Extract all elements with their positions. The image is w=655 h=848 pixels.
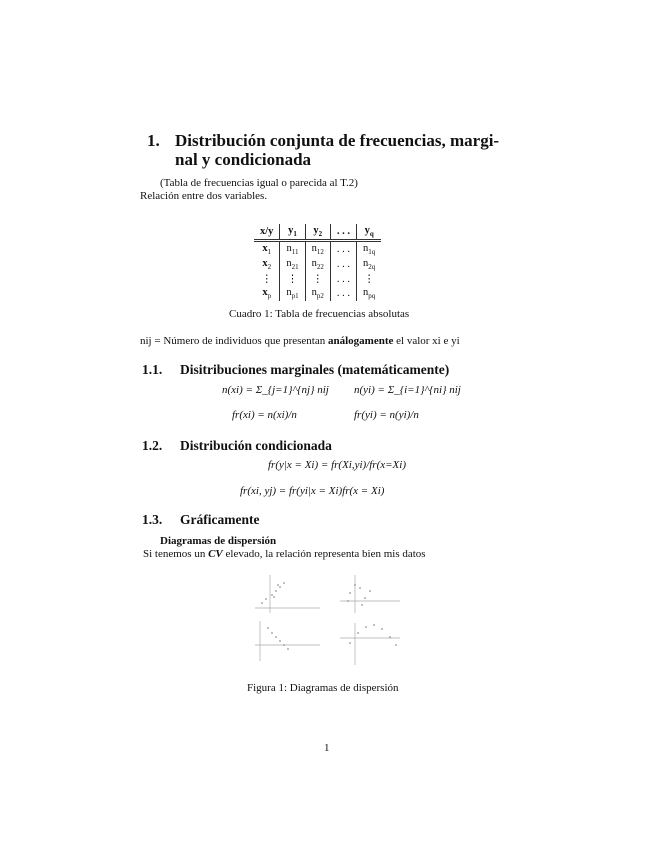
subsection-number: 1.2. [142, 438, 163, 453]
subsection-title: Gráficamente [180, 512, 260, 527]
subsection-number: 1.3. [142, 512, 163, 527]
subsection-number: 1.1. [142, 362, 163, 377]
paragraph: Relación entre dos variables. [140, 190, 268, 202]
frequency-table: x/y $y_1$ $y_2$ . . . $y_q$ $x_1$ $n_{11}$ $n_{12}$ . . . $n_{1q}$ $x_2$ $n_{21}$ $n_{22}$ . . . $n_{2q}$ ⋮ ⋮ ⋮ . . . ⋮ $x_p$ $n_{p1}$ $n_{p2}$ . . . $n_{pq}$ [254, 224, 381, 301]
figure-caption: Figura 1: Diagramas de dispersión [247, 682, 399, 694]
formula: fr(yi) = n(yi)/n [354, 409, 419, 421]
nij-definition: nij = Número de individuos que presentan análogamente el valor xi e yi [140, 335, 460, 347]
scatter-diagrams-figure [250, 573, 415, 668]
formula: fr(xi) = n(xi)/n [232, 409, 297, 421]
section-title-cont: nal y condicionada [175, 150, 312, 169]
table-row: ⋮ ⋮ ⋮ . . . ⋮ [254, 272, 381, 286]
table-row: $x_1$ $n_{11}$ $n_{12}$ . . . $n_{1q}$ [254, 241, 381, 258]
section-title: Distribución conjunta de frecuencias, margi- [175, 131, 500, 150]
paragraph: (Tabla de frecuencias igual o parecida al T.2) [160, 177, 358, 189]
formula: fr(y|x = Xi) = fr(Xi,yi)/fr(x=Xi) [268, 459, 406, 471]
table-row: $x_2$ $n_{21}$ $n_{22}$ . . . $n_{2q}$ [254, 257, 381, 272]
table-row: $x_p$ $n_{p1}$ $n_{p2}$ . . . $n_{pq}$ [254, 286, 381, 301]
page-number: 1 [324, 742, 330, 754]
paragraph: Si tenemos un CV elevado, la relación representa bien mis datos [143, 548, 426, 560]
subsection-title: Distribución condicionada [180, 438, 332, 453]
subsection-title: Disitribuciones marginales (matemáticamente) [180, 362, 450, 377]
table-caption: Cuadro 1: Tabla de frecuencias absolutas [229, 308, 410, 320]
formula: n(yi) = Σ_{i=1}^{ni} nij [354, 384, 461, 396]
section-number: 1. [147, 131, 160, 150]
paragraph-heading: Diagramas de dispersión [160, 535, 277, 547]
formula: n(xi) = Σ_{j=1}^{nj} nij [222, 384, 329, 396]
formula: fr(xi, yj) = fr(yi|x = Xi)fr(x = Xi) [240, 485, 385, 497]
